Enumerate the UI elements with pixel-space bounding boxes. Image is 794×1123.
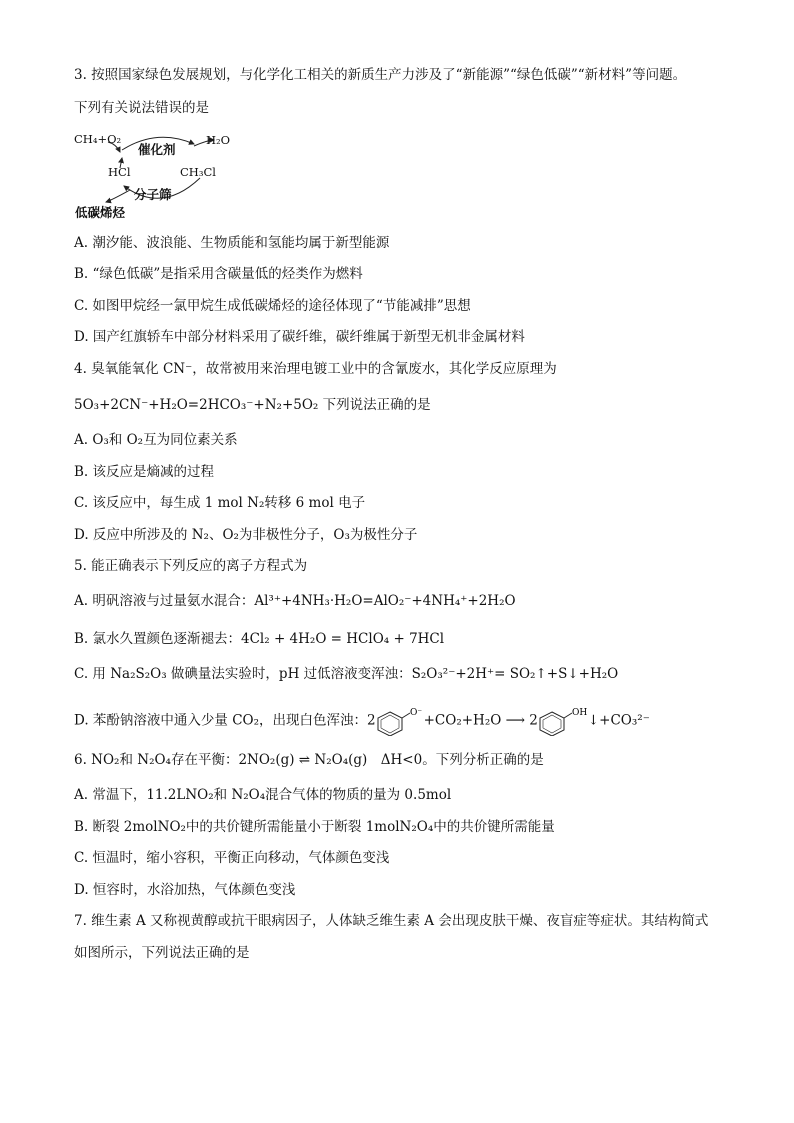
reactant-label: CH₄+O₂ <box>74 132 122 146</box>
ch3cl-label: CH₃Cl <box>180 165 216 179</box>
q4-option-c: C. 该反应中，每生成 1 mol N₂转移 6 mol 电子 <box>74 495 366 511</box>
q4-option-b: B. 该反应是熵减的过程 <box>74 464 215 480</box>
q7-stem-line2: 如图所示，下列说法正确的是 <box>74 945 250 961</box>
phenol-structure <box>538 706 588 736</box>
q5-option-a <box>74 592 516 610</box>
q4-stem-line1: 4. 臭氧能氧化 CN⁻，故常被用来治理电镀工业中的含氰废水，其化学反应原理为 <box>74 361 557 377</box>
phenoxide-o: O⁻ <box>409 708 422 718</box>
catalytic-cycle-diagram <box>72 128 252 223</box>
q5-stem: 5. 能正确表示下列反应的离子方程式为 <box>74 558 308 574</box>
catalyst-label: 催化剂 <box>138 142 176 157</box>
q3-option-b: B. “绿色低碳”是指采用含碳量低的烃类作为燃料 <box>74 266 363 282</box>
q4-stem-line2 <box>74 396 431 414</box>
coef-2: 2 <box>529 712 538 729</box>
olefin-label: 低碳烯烃 <box>75 205 126 220</box>
q6-option-a: A. 常温下，11.2LNO₂和 N₂O₄混合气体的物质的量为 0.5mol <box>74 787 452 803</box>
q6-stem: 6. NO₂和 N₂O₄存在平衡：2NO₂(g) ⇌ N₂O₄(g) ΔH<0。下列分析正确的是 <box>74 752 544 768</box>
q4-option-a: A. O₃和 O₂互为同位素关系 <box>74 432 238 448</box>
ozone-equation: 5O₃+2CN⁻+H₂O=2HCO₃⁻+N₂+5O₂ <box>74 397 319 413</box>
q5-a-text: A. 明矾溶液与过量氨水混合： <box>74 593 255 609</box>
q5-option-c <box>74 665 618 683</box>
phenoxide-structure <box>376 706 424 736</box>
q5-a-equation: Al³⁺+4NH₃·H₂O=AlO₂⁻+4NH₄⁺+2H₂O <box>254 593 516 609</box>
sieve-label: 分子筛 <box>134 187 172 202</box>
q5-d-end: ↓+CO₃²⁻ <box>587 712 650 729</box>
q5-option-d <box>74 706 650 736</box>
phenol-oh: OH <box>571 708 588 718</box>
reaction-arrow: ⟶ <box>505 712 525 729</box>
q6-option-b: B. 断裂 2molNO₂中的共价键所需能量小于断裂 1molN₂O₄中的共价键所需能量 <box>74 819 555 835</box>
q5-option-b: B. 氯水久置颜色逐渐褪去：4Cl₂ + 4H₂O = HClO₄ + 7HCl <box>74 631 445 647</box>
q3-option-c: C. 如图甲烷经一氯甲烷生成低碳烯烃的途径体现了“节能减排”思想 <box>74 298 471 314</box>
q3-stem-line2: 下列有关说法错误的是 <box>74 100 209 116</box>
q4-option-d: D. 反应中所涉及的 N₂、O₂为非极性分子，O₃为极性分子 <box>74 527 418 543</box>
q6-option-c: C. 恒温时，缩小容积，平衡正向移动，气体颜色变浅 <box>74 850 390 866</box>
hcl-label: HCl <box>108 165 131 179</box>
q5-c-equation: S₂O₃²⁻+2H⁺= SO₂↑+S↓+H₂O <box>411 666 619 682</box>
coef-1: 2 <box>367 712 376 729</box>
q7-stem-line1: 7. 维生素 A 又称视黄醇或抗干眼病因子，人体缺乏维生素 A 会出现皮肤干燥、夜盲症等症状。其结构简式 <box>74 913 709 929</box>
q5-c-text: C. 用 Na₂S₂O₃ 做碘量法实验时，pH 过低溶液变浑浊： <box>74 666 412 682</box>
water-label: H₂O <box>206 133 231 147</box>
q5-d-mid: +CO₂+H₂O <box>423 712 502 729</box>
q3-option-d: D. 国产红旗轿车中部分材料采用了碳纤维，碳纤维属于新型无机非金属材料 <box>74 329 525 345</box>
q5-d-text: D. 苯酚钠溶液中通入少量 CO₂，出现白色浑浊： <box>74 712 368 729</box>
q6-option-d: D. 恒容时，水浴加热，气体颜色变浅 <box>74 882 296 898</box>
q4-question: 下列说法正确的是 <box>322 397 431 413</box>
q3-option-a: A. 潮汐能、波浪能、生物质能和氢能均属于新型能源 <box>74 235 390 251</box>
q3-stem-line1: 3. 按照国家绿色发展规划，与化学化工相关的新质生产力涉及了“新能源”“绿色低碳”“新材料”等问题。 <box>74 67 687 83</box>
